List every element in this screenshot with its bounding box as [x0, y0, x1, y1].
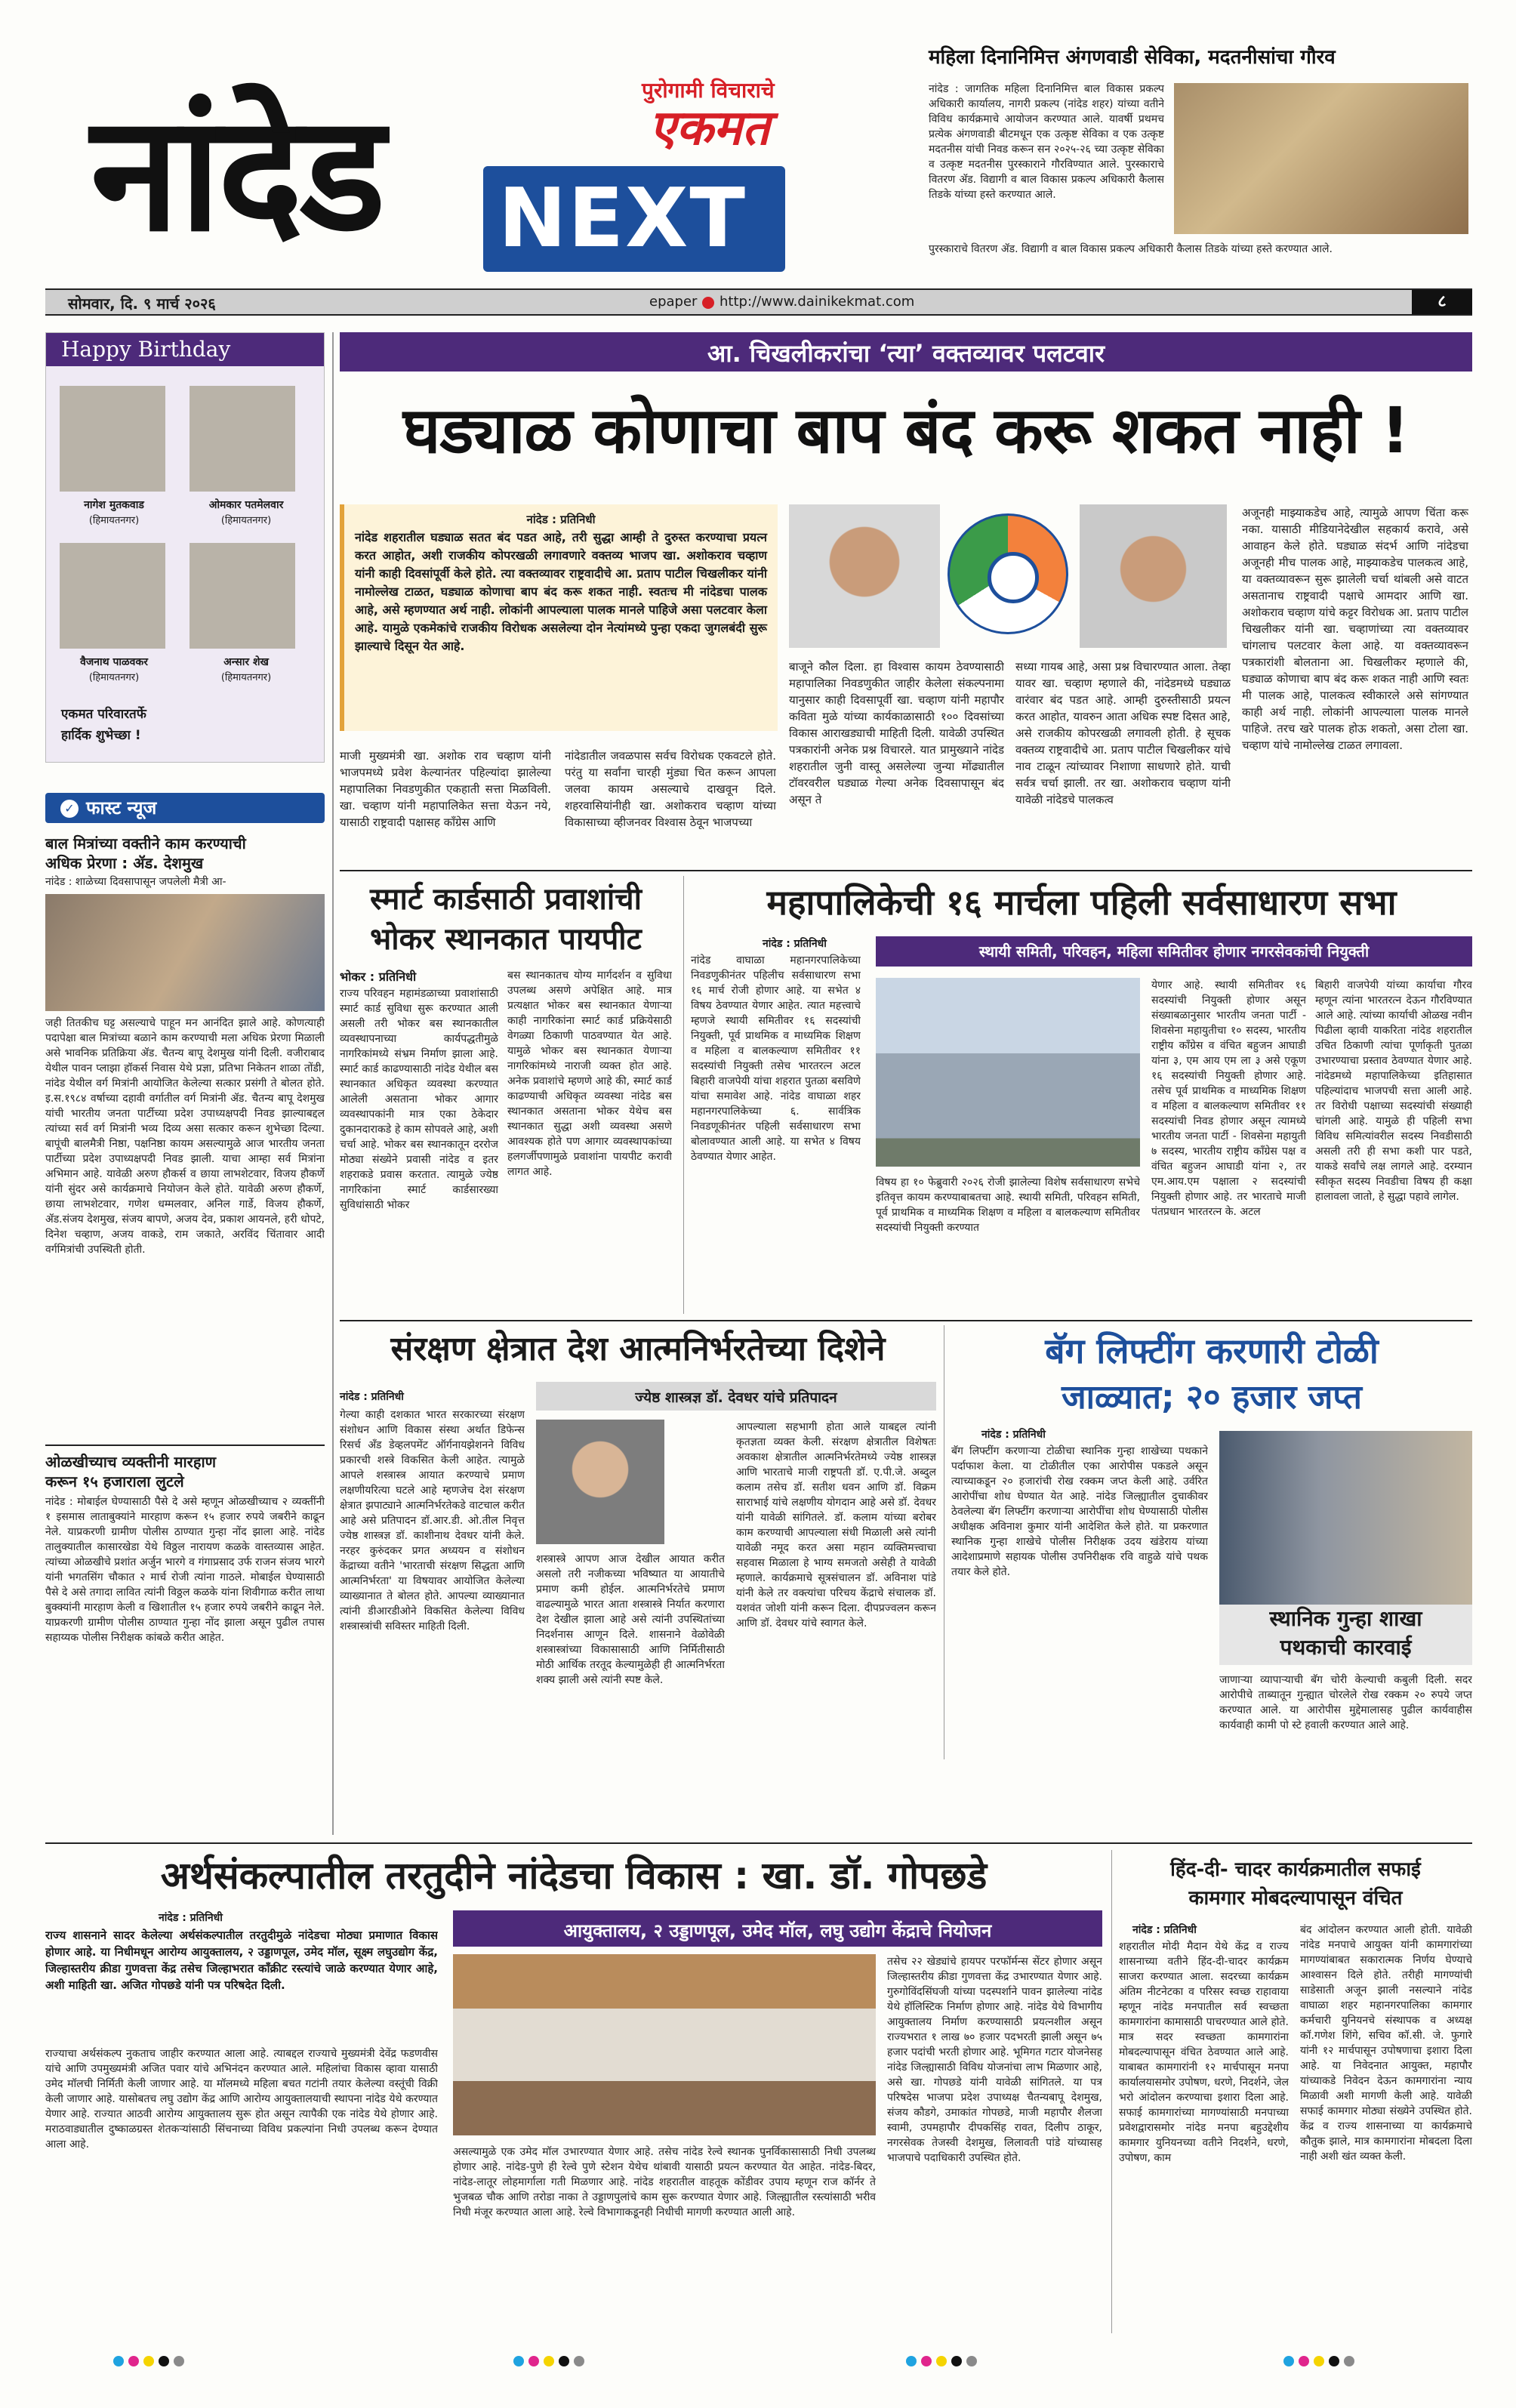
birthday-wish-2: हार्दिक शुभेच्छा ! — [61, 728, 141, 743]
defence-subhead-text: ज्येष्ठ शास्त्रज्ञ डॉ. देवधर यांचे प्रतिपादन — [635, 1389, 837, 1406]
column-divider-4 — [1111, 1850, 1112, 2333]
budget-col-2: असल्यामुळे एक उमेद मॉल उभारण्यात येणार आहे. तसेच नांदेड रेल्वे स्थानक पुनर्विकासासाठी निधी उपलब्ध होणार आहे. नांदेड-पुणे ही रेल्वे पुणे स्टेशन येथेच थांबावी यासाठी प्रयत्न करण्यात येत आहेत. नांदेड-बिदर, नांदेड-लातूर लोहमार्गाला गती मिळणार आहे. नांदेड शहरातील वाहतूक कोंडीवर उपाय म्हणून राज कॉर्नर ते भुजबळ चौक आणि तरोडा नाका ते उड्डाणपुलांचे काम सुरू करण्यात येणार आहे. जिल्ह्यातील रस्त्यांसाठी भरीव निधी मंजूर करण्यात आला आहे. रेल्वे विभागाकडूनही निधीची मागणी करण्यात आली आहे. — [453, 2146, 876, 2218]
fast-news-1-sub: अधिक प्रेरणा : ॲड. देशमुख — [45, 854, 204, 872]
lead-intro: नांदेड शहरातील घड्याळ सतत बंद पडत आहे, तरी सुद्धा आम्ही ते दुरुस्त करण्याचा प्रयत्न करत आहोत, अशी राजकीय कोपरखळी लगावणारे वक्तव्य भाजप खा. अशोकराव चव्हाण यांनी काही दिवसांपूर्वी केले होते. त्या वक्तव्यावर राष्ट्रवादीचे आ. प्रताप पाटील चिखलीकर यांनी नामोल्लेख टाळत, घड्याळ कोणाचा बाप बंद करू शकत नाही. स्वतःच मी नांदेडचा पालक आहे, असे म्हणण्यात अर्थ नाही. लोकांनी आपल्याला पालक मानले पाहिजे असा पलटवार केला आहे. यामुळे एकमेकांचे राजकीय विरोधक असलेल्या दोन नेत्यांमध्ये पुन्हा एकदा जुगलबंदी सुरू झाल्याचे दिसून येत आहे. — [355, 530, 767, 653]
budget-col-1: राज्याचा अर्थसंकल्प नुकताच जाहीर करण्यात आला आहे. त्याबद्दल राज्याचे मुख्यमंत्री देवेंद्र फडणवीस यांचे आणि उपमुख्यमंत्री अजित पवार यांचे अभिनंदन करण्यात आले. महिलांचा विकास व्हावा यासाठी उमेद मॉलची निर्मिती केली जाणार आहे. या मॉलमध्ये महिला बचत गटांनी तयार केलेल्या वस्तूंची विक्री केली जाणार आहे. यासोबतच लघु उद्योग केंद्र आणि आरोग्य आयुक्तालयाची स्थापना नांदेड येथे करण्यात येणार आहे. राज्यात आठवी आरोग्य आयुक्तालय सुरू होत असून त्यापैकी एक नांदेड येथे होणार आहे. मराठवाड्यातील दुष्काळग्रस्त शेतकऱ्यांसाठी सिंचनाच्या विविध प्रकल्पांना निधी उपलब्ध करून देण्यात आला आहे. — [45, 2048, 438, 2151]
devdhar-photo — [536, 1420, 664, 1544]
registration-marks-left — [113, 2356, 184, 2366]
birthday-title: Happy Birthday — [46, 333, 324, 366]
mahapalika-col-4: बिहारी वाजपेयी यांच्या कार्याचा गौरव म्हणून त्यांना भारतरत्न देऊन गौरविण्यात आले आहे. त्यांच्या कार्याची ओळख नवीन पिढीला व्हावी याकरिता नांदेड शहरातील उचित ठिकाणी त्यांचा पूर्णाकृती पुतळा उभारण्याचा प्रस्ताव ठेवण्यात येणार आहे. नांदेडमध्ये महापालिकेच्या इतिहासात पहिल्यांदाच भाजपची सत्ता आली आहे. तर विरोधी पक्षाच्या सदस्यांची संख्याही चांगली आहे. यामुळे ही पहिली सभा विविध समित्यांवरील सदस्य निवडीसाठी असली तरी ही सभा कशी पार पडते, याकडे सर्वांचे लक्ष लागले आहे. दरम्यान स्वीकृत सदस्य निवडीचा विषय ही कक्षा हालावला जातो, हे सुद्धा पहावे लागेल. — [1315, 979, 1472, 1203]
lead-kicker-text: आ. चिखलीकरांचा ‘त्या’ वक्तव्यावर पलटवार — [707, 339, 1105, 368]
lead-headline: घड्याळ कोणाचा बाप बंद करू शकत नाही ! — [402, 393, 1410, 467]
birthday-name-1: नागेश मुतकवाड — [84, 499, 144, 511]
birthday-box — [45, 332, 325, 763]
chikhalikar-photo — [789, 504, 940, 648]
birthday-place-4: (हिमायतनगर) — [220, 672, 272, 683]
defence-subhead — [536, 1382, 936, 1411]
fast-news-section — [45, 793, 325, 1835]
bag-photo-caption-2: पथकाची कारवाई — [1280, 1635, 1412, 1660]
birthday-photo-1 — [60, 386, 165, 492]
birthday-place-1: (हिमायतनगर) — [88, 515, 140, 526]
lead-col-4: सध्या गायब आहे, असा प्रश्न विचारण्यात आला. तेव्हा यावर खा. चव्हाण म्हणाले की, नांदेडमध्ये घड्याळ वारंवार बंद पडत आहे. आम्ही दुरुस्तीसाठी प्रयत्न करत आहोत, यावरुन आता अधिक स्पष्ट दिसत आहे, असे राजकीय कोपरखळी लगावली होती. हे सूचक वक्तव्य राष्ट्रवादीचे आ. प्रताप पाटील चिखलीकर यांचे नाव टाळून त्यांच्यावर निशाणा साधणारे होते. याची सर्वत्र चर्चा झाली. तर खा. अशोकराव चव्हाण यांनी यावेळी नांदेडचे पालकत्व — [1015, 660, 1231, 806]
clock-icon — [988, 552, 1039, 603]
budget-subhead — [453, 1910, 1102, 1947]
section-rule-1 — [340, 870, 1472, 871]
masthead-tagline: पुरोगामी विचाराचे — [642, 78, 775, 103]
lead-byline: नांदेड : प्रतिनिधी — [526, 513, 596, 526]
date-bar — [45, 288, 1472, 316]
birthday-photo-2 — [190, 386, 295, 492]
budget-intro: राज्य शासनाने सादर केलेल्या अर्थसंकल्पातील तरतुदीमुळे नांदेडचा मोठ्या प्रमाणात विकास होणार आहे. या निधीमधून आरोग्य आयुक्तालय, २ उड्डाणपूल, उमेद मॉल, सूक्ष्म लघुउद्योग केंद्र, जिल्हास्तरीय क्रीडा गुणवत्ता केंद्र तसेच जिल्हाभरात कॉंक्रीट रस्त्यांचे जाळे करण्यात येणार आहे, अशी माहिती खा. अजित गोपछडे यांनी पत्र परिषदेत दिली. — [45, 1929, 438, 1992]
chadar-col-2: बंद आंदोलन करण्यात आली होती. यावेळी नांदेड मनपाचे आयुक्त यांनी कामगारांच्या मागण्यांबाबत सकारात्मक निर्णय घेण्याचे आश्वासन दिले होते. तरीही मागण्यांची साडेसाती अजून झाली नसल्याने नांदेड वाघाळा शहर महानगरपालिका कामगार कर्मचारी युनियनचे संस्थापक व अध्यक्ष कॉ.गणेश शिंगे, सचिव कॉ.सी. जे. फुगारे यांनी १२ मार्चपासून उपोषणाचा इशारा दिला आहे. या निवेदनात आयुक्त, महापौर यांच्याकडे निवेदन देऊन कामगारांना न्याय मिळावी अशी मागणी केली आहे. यावेळी सफाई कामगार मोठ्या संख्येने उपस्थित होते. केंद्र व राज्य शासनाच्या या कार्यक्रमाचे कौतुक झाले, मात्र कामगारांना मोबदला दिला नाही अशी खंत व्यक्त केली. — [1300, 1924, 1472, 2163]
chadar-headline-1: हिंद-दी- चादर कार्यक्रमातील सफाई — [1170, 1858, 1421, 1881]
fast-news-label: फास्ट न्यूज — [86, 797, 157, 819]
mahapalika-building-photo — [876, 978, 1140, 1167]
lead-col-3: बाजूने कौल दिला. हा विश्वास कायम ठेवण्यासाठी महापालिका निवडणुकीत जाहीर केलेला संकल्पनामा यानुसार काही दिवसापूर्वी खा. चव्हाण यांनी महापौर कविता मुळे यांच्या कार्यकाळासाठी १०० दिवसांच्या विकास आराखड्याची माहिती दिली. यावेळी उपस्थित पत्रकारांनी अनेक प्रश्न विचारले. यात प्रामुख्याने नांदेड शहरातील जुनी वास्तू असलेल्या जुन्या मोंढ्यातील टॉवरवरील घड्याळ गेल्या अनेक दिवसापासून बंद असून ते — [789, 660, 1004, 806]
bag-body-1: बॅग लिफ्टींग करणाऱ्या टोळीचा स्थानिक गुन्हा शाखेच्या पथकाने पर्दाफाश केला. या टोळीतील एका आरोपीस पकडले असून त्याच्याकडून २० हजारांची रोख रक्कम जप्त केली आहे. उर्वरित आरोपींचा शोध घेण्यात येत आहे. नांदेड जिल्ह्यातील दुचाकीवर ठेवलेल्या बॅग लिफ्टींग करणाऱ्या आरोपींचा शोध घेण्यासाठी पोलीस अधीक्षक अविनाश कुमार यांनी आदेशित केले होते. या प्रकरणात स्थानिक गुन्हा शाखेचे पोलीस निरीक्षक उदय खंडेराय यांच्या आदेशाप्रमाणे सहायक पोलीस उपनिरीक्षक रवि वाहुळे यांचे पथक तयार केले होते. — [951, 1445, 1208, 1578]
smart-card-col-1: राज्य परिवहन महामंडळाच्या प्रवाशांसाठी स्मार्ट कार्ड सुविधा सुरू करण्यात आली असली तरी भोकर बस स्थानकातील व्यवस्थापनाच्या कार्यपद्धतीमुळे नागरिकांमध्ये संभ्रम निर्माण झाला आहे. स्मार्ट कार्ड काढण्यासाठी नांदेड येथील बस स्थानकात अधिकृत व्यवस्था करण्यात आलेली असताना भोकर आगार व्यवस्थापकांनी मात्र एका ठेकेदार दुकानदाराकडे हे काम सोपवले आहे, अशी चर्चा आहे. भोकर बस स्थानकातून दररोज मोठ्या संख्येने प्रवासी नांदेड व इतर शहराकडे प्रवास करतात. त्यामुळे ज्येष्ठ नागरिकांना स्मार्ट कार्डसारख्या सुविधांसाठी भोकर — [340, 988, 498, 1211]
fast-news-1-photo — [45, 894, 325, 1011]
epaper-url[interactable]: http://www.dainikekmat.com — [719, 294, 915, 310]
mahapalika-subhead-text: स्थायी समिती, परिवहन, महिला समितीवर होणार नगरसेवकांची नियुक्ती — [978, 942, 1370, 960]
lead-col-1: माजी मुख्यमंत्री खा. अशोक राव चव्हाण यांनी भाजपमध्ये प्रवेश केल्यानंतर पहिल्यांदा झालेल्या महापालिका निवडणुकीत एकहाती सत्ता मिळविली. खा. चव्हाण यांनी महापालिकेत सत्ता येऊन नये, यासाठी राष्ट्रवादी पक्षासह काँग्रेस आणि — [340, 749, 551, 829]
birthday-name-2: ओमकार पतमेलवार — [208, 499, 284, 511]
bag-byline: नांदेड : प्रतिनिधी — [981, 1429, 1046, 1441]
registration-marks-center-left — [513, 2356, 584, 2366]
birthday-photo-4 — [190, 543, 295, 649]
defence-col-2: शस्त्रास्त्रे आपण आज देखील आयात करीत असलो तरी नजीकच्या भविष्यात या आयातीचे प्रमाण कमी होईल. आत्मनिर्भरतेचे प्रमाण वाढल्यामुळे भारत आता शस्त्रास्त्रे निर्यात करणारा देश देखील झाला आहे असे त्यांनी उपस्थितांच्या निदर्शनास आणून दिले. शासनाने वेळोवेळी शस्त्रास्त्रांच्या विकासासाठी आणि निर्मितीसाठी मोठी आर्थिक तरतूद केल्यामुळेही ही आत्मनिर्भरता शक्य झाली असे त्यांनी स्पष्ट केले. — [536, 1553, 725, 1686]
budget-subhead-text: आयुक्तालय, २ उड्डाणपूल, उमेद मॉल, लघु उद्योग केंद्राचे नियोजन — [563, 1920, 992, 1941]
smart-card-headline-2: भोकर स्थानकात पायपीट — [370, 922, 642, 957]
anganwadi-group-photo — [1174, 83, 1468, 234]
section-rule-2 — [340, 1320, 1472, 1321]
birthday-wish-1: एकमत परिवारतर्फे — [61, 707, 146, 722]
chadar-byline: नांदेड : प्रतिनिधी — [1132, 1924, 1197, 1936]
birthday-place-3: (हिमायतनगर) — [88, 672, 140, 683]
birthday-photo-3 — [60, 543, 165, 649]
masthead-title: नांदेड — [91, 80, 383, 267]
fast-news-banner — [45, 793, 325, 823]
lead-col-2: नांदेडातील जवळपास सर्वच विरोधक एकवटले होते. परंतु या सर्वांना चारही मुंड्या चित करून आपला जलवा कायम असल्याचे दाखवून दिले. शहरवासियांनीही खा. अशोकराव चव्हाण यांच्या विकासाच्या व्हीजनवर विश्वास ठेवून भाजपच्या — [565, 749, 776, 829]
top-right-body: नांदेड : जागतिक महिला दिनानिमित्त बाल विकास प्रकल्प अधिकारी कार्यालय, नागरी प्रकल्प (नांदेड शहर) यांच्या वतीने विविध कार्यक्रमाचे आयोजन करण्यात आले. यावर्षी प्रथमच प्रत्येक अंगणवाडी बीटमधून एक उत्कृष्ट सेविका व एक उत्कृष्ट मदतनीस यांची निवड करून सन २०२५-२६ च्या उत्कृष्ट सेविका व उत्कृष्ट मदतनीस पुरस्काराने गौरविण्यात आले. पुरस्काराचे वितरण ॲड. विद्यागी व बाल विकास प्रकल्प अधिकारी कैलास तिडके यांच्या हस्ते करण्यात आले. — [929, 83, 1164, 201]
page-number: ८ — [1412, 290, 1472, 314]
bag-photo-caption-1: स्थानिक गुन्हा शाखा — [1269, 1606, 1422, 1631]
mahapalika-col-1: नांदेड वाघाळा महानगरपालिकेच्या निवडणुकीनंतर पहिलीच सर्वसाधारण सभा १६ मार्च रोजी होणार आहे. या सभेत ४ विषय ठेवण्यात येणार आहेत. त्यात महत्त्वाचे म्हणजे स्थायी समितीवर १६ सदस्यांची नियुक्ती, पूर्व प्राथमिक व माध्यमिक शिक्षण व महिला व बालकल्याण समितीवर ११ सदस्यांची नियुक्ती तसेच भारतरत्न अटल बिहारी वाजपेयी यांचा शहरात पुतळा बसविणे यांचा समावेश आहे. नांदेड वाघाळा शहर महानगरपालिकेच्या ६. सार्वत्रिक निवडणूकीनंतर पहिली सर्वसाधारण सभा बोलावण्यात आली आहे. या सभेत ४ विषय ठेवण्यात येणार आहेत. — [691, 954, 861, 1163]
issue-date: सोमवार, दि. ९ मार्च २०२६ — [68, 294, 216, 313]
lead-intro-box — [340, 504, 778, 731]
fast-news-1-lead: नांदेड : शाळेच्या दिवसापासून जपलेली मैत्री आ- — [45, 876, 226, 888]
masthead-next-logo — [483, 166, 785, 272]
chadar-headline-2: कामगार मोबदल्यापासून वंचित — [1188, 1887, 1403, 1910]
birthday-place-2: (हिमायतनगर) — [220, 515, 272, 526]
masthead-next-text: NEXT — [498, 171, 747, 266]
top-right-body-cont: पुरस्काराचे वितरण ॲड. विद्यागी व बाल विकास प्रकल्प अधिकारी कैलास तिडके यांच्या हस्ते करण्यात आले. — [929, 243, 1333, 255]
fast-news-2-body: नांदेड : मोबाईल घेण्यासाठी पैसे दे असे म्हणून ओळखीच्याच २ व्यक्तींनी १ इसमास लाताबुक्यांने मारहाण करून १५ हजार रुपये जबरीने काढून नेले. याप्रकरणी ग्रामीण पोलीस ठाण्यात गुन्हा नोंद झाला आहे. नांदेड तालुक्यातील कासारखेडा येथे विठ्ठल नारायण कळके वास्तव्यास आहेत. त्यांच्या ओळखीचे प्रशांत अर्जुन भारगे व गंगाप्रसाद उर्फ राजन संजय भारगे यांनी भगतसिंग चौकात २ मार्च रोजी त्यांना गाठले. मोबाईल घेण्यासाठी पैसे दे असे तगादा लावित त्यांनी विठ्ठल कळके यांना शिवीगाळ करीत लाथा बुक्क्यांनी मारहाण केली व खिशातील १५ हजार रुपये जबरीने काढून नेले. याप्रकरणी ग्रामीण पोलीस ठाण्यात गुन्हा नोंद झाला असून पुढील तपास सहाय्यक पोलीस निरीक्षक कांबळे करीत आहेत. — [45, 1496, 325, 1644]
budget-press-photo — [453, 1954, 876, 2135]
defence-headline: संरक्षण क्षेत्रात देश आत्मनिर्भरतेच्या दिशेने — [390, 1330, 886, 1368]
fast-news-2-sub: करून १५ हजाराला लुटले — [45, 1472, 184, 1491]
mahapalika-col-3: येणार आहे. स्थायी समितीवर १६ सदस्यांची नियुक्ती होणार असून संख्याबळानुसार भारतीय जनता पार्टी - शिवसेना महायुतीचा १० सदस्य, भारतीय राष्ट्रीय काँग्रेस व वंचित बहुजन आघाडी यांना ३, एम आय एम ला ३ असे एकूण १६ सदस्यांची नियुक्ती होणार आहे. तसेच पूर्व प्राथमिक व माध्यमिक शिक्षण व महिला व बालकल्याण समितीवर ११ सदस्यांची निवड होणार असून त्यामध्ये भारतीय जनता पार्टी - शिवसेना महायुती ७ सदस्य, भारतीय राष्ट्रीय काँग्रेस पक्ष व वंचित बहुजन आघाडी यांना २, तर एम.आय.एम पक्षाला २ सदस्यांची नियुक्ती होणार आहे. तर भारताचे माजी पंतप्रधान भारतरत्न के. अटल — [1151, 979, 1306, 1218]
mahapalika-byline: नांदेड : प्रतिनिधी — [763, 938, 827, 950]
smart-card-byline: भोकर : प्रतिनिधी — [340, 970, 417, 984]
defence-col-3: आपल्याला सहभागी होता आले याबद्दल त्यांनी कृतज्ञता व्यक्त केली. संरक्षण क्षेत्रातील विशेषतः अवकाश क्षेत्रातील आत्मनिर्भरतेमध्ये ज्येष्ठ शास्त्रज्ञ आणि भारताचे माजी राष्ट्रपती डॉ. ए.पी.जे. अब्दुल कलाम तसेच डॉ. सतीश धवन आणि डॉ. विक्रम साराभाई यांचे लक्षणीय योगदान आहे असे डॉ. देवधर यांनी यावेळी सांगितले. डॉ. कलाम यांच्या बरोबर काम करण्याची आपल्याला संधी मिळाली असे त्यांनी यावेळी नमूद करत असा महान व्यक्तिमत्त्वाचा सहवास मिळाला हे भाग्य समजतो असेही ते यावेळी म्हणाले. कार्यक्रमाचे सूत्रसंचालन डॉ. अविनाश पांडे यांनी केले तर वक्त्यांचा परिचय केंद्राचे संचालक डॉ. यशवंत जोशी यांनी करून दिला. दीपप्रज्वलन करून आणि डॉ. देवधर यांचे स्वागत केले. — [736, 1421, 936, 1629]
bag-headline-1: बॅग लिफ्टींग करणारी टोळी — [1045, 1330, 1379, 1371]
fast-news-1-headline: बाल मित्रांच्या वक्तीने काम करण्याची — [45, 834, 246, 853]
bag-body-2: जाणाऱ्या व्यापाऱ्याची बॅग चोरी केल्याची कबुली दिली. सदर आरोपीचे ताब्यातून गुन्ह्यात चोरलेले रोख रक्कम २० रुपये जप्त करण्यात आले. या आरोपीस मुद्देमालासह पुढील कार्यवाहीस कार्यवाही कामी पो स्टे हवाली करण्यात आले आहे. — [1219, 1674, 1472, 1731]
fast-news-1-body: जही तितकीच घट्ट असल्याचे पाहून मन आनंदित झाले आहे. कोणत्याही पदापेक्षा बाल मित्रांच्या बळाने काम करण्याची मला अधिक प्रेरणा मिळाली असे भावनिक प्रतिक्रिया ॲड. चैतन्य बापू देशमुख यांनी दिली. वजीराबाद येथील पावन प्लाझा हॉकर्स निवास येथे प्रज्ञा, प्रतिभा निकेतन शाळा तोंडी, नांदेड येथील वर्ग मित्रांनी आयोजित केलेल्या सत्कार प्रसंगी ते बोलत होते. इ.स.१९८४ वर्षाच्या दहावी वर्गातील वर्ग मित्रांनी ॲड. चैतन्य बापू देशमुख यांची भारतीय जनता पार्टीच्या प्रदेश उपाध्यक्षपदी निवड झाल्याबद्दल त्यांच्या सर्व वर्ग मित्रांनी भव्य दिव्य असा सत्कार करून शुभेच्छा दिल्या. बापूंची बालमैत्री निष्ठा, पक्षनिष्ठा कायम असल्यामुळे आज भारतीय जनता पार्टीच्या प्रदेश उपाध्यक्षपदी निवड झाली. याचा आम्हा सर्व मित्रांना अभिमान आहे. यावेळी अरुण हौकर्स व छाया लाभशेटवार, विजय हौकर्णे यांनी सुंदर असे कार्यक्रमाचे नियोजन केले होते. यावेळी अरुण हौकर्णे, छाया लाभशेटवार, गणेश धम्मलवार, अनिल गार्डे, विजय हौकर्णे, ॲड.संजय देशमुख, संजय बापणे, अजय देव, प्रकाश आयनले, हरी धोपटे, दिनेश चव्हाण, अजय वाकडे, राम जकाते, अरविंद चिंतावार आदी वर्गमित्रांची उपस्थिती होती. — [45, 1017, 325, 1256]
smart-card-headline-1: स्मार्ट कार्डसाठी प्रवाशांची — [369, 882, 642, 917]
masthead-paper-logo: एकमत — [649, 100, 770, 156]
lead-col-5: अजूनही माझ्याकडेच आहे, त्यामुळे आपण चिंता करू नका. यासाठी मीडियानेदेखील सहकार्य करावे, असे आवाहन केले होते. घड्याळ संदर्भ आणि नांदेडचा अजूनही मीच पालक आहे, माझ्याकडेच पालकत्व आहे, या वक्तव्यावरून सुरू झालेली चर्चा थांबली असे वाटत असतानाच राष्ट्रवादी पक्षाचे आमदार आणि खा. अशोकराव चव्हाण यांचे कट्टर विरोधक आ. प्रताप पाटील चिखलीकर यांनी खा. चव्हाणांच्या त्या वक्तव्यावर चांगलाच पलटवार केला आहे. या वक्तव्यावरून पत्रकारांशी बोलताना आ. चिखलीकर म्हणाले की, घड्याळ कोणाचा बाप बंद करू शकत नाही आणि स्वतः मी पालक आहे, पालकत्व स्वीकारले असे सांगण्यात काही अर्थ नाही. लोकांनी आपल्याला पालक मानले पाहिजे. तरच खरे पालक होऊ शकतो, असा टोला खा. चव्हाण यांचे नामोल्लेख टाळत लगावला. — [1242, 506, 1468, 752]
fast-news-2-headline: ओळखीच्याच व्यक्तीनी मारहाण — [45, 1453, 217, 1471]
bag-headline-2: जाळ्यात; २० हजार जप्त — [1062, 1378, 1362, 1417]
epaper-icon — [702, 297, 714, 309]
defence-byline: नांदेड : प्रतिनिधी — [340, 1391, 404, 1403]
defence-col-1: गेल्या काही दशकात भारत सरकारच्या संरक्षण संशोधन आणि विकास संस्था अर्थात डिफेन्स रिसर्च ॲंड डेव्हलपमेंट ऑर्गनायझेशनने विविध प्रकारची शस्त्रे विकसित केली आहेत. त्यामुळे आपले शस्त्रास्त्र आयात करण्याचे प्रमाण लक्षणीयरित्या घटले आहे म्हणजेच देश संरक्षण क्षेत्रात झपाट्याने आत्मनिर्भरतेकडे वाटचाल करीत आहे असे प्रतिपादन डॉ.आर.डी. ओ.तील निवृत्त ज्येष्ठ शास्त्रज्ञ डॉ. काशीनाथ देवधर यांनी केले. नरहर कुरुंदकर प्रगत अध्ययन व संशोधन केंद्राच्या वतीने 'भारताची संरक्षण सिद्धता आणि आत्मनिर्भरता' या विषयावर आयोजित केलेल्या व्याख्यानात ते बोलत होते. आपल्या व्याख्यानात त्यांनी डीआरडीओने विकसित केलेल्या विविध शस्त्रास्त्रांची सविस्तर माहिती दिली. — [340, 1409, 525, 1633]
fast-news-divider — [45, 1444, 325, 1446]
mahapalika-headline: महापालिकेची १६ मार्चला पहिली सर्वसाधारण सभा — [766, 882, 1397, 923]
bag-photo-caption — [1219, 1605, 1472, 1665]
epaper-label: epaper — [649, 294, 698, 310]
ashokrao-photo — [1080, 504, 1227, 648]
section-rule-3 — [45, 1842, 1472, 1844]
budget-col-3: तसेच २२ खेड्यांचे हायपर परफॉर्मन्स सेंटर होणार असून जिल्हास्तरीय क्रीडा गुणवत्ता केंद्र उभारण्यात येणार आहे. गुरुगोविंदसिंघजी यांच्या पदस्पर्शाने पावन झालेल्या नांदेड येथे हॉलिस्टिक निर्माण होणार आहे. नांदेड येथे विभागीय आयुक्तालय निर्माण करण्यासाठी प्रयत्नशील असून राज्यभरात १ लाख ७० हजार पदभरती झाली असून ७५ हजार पदांची भरती होणार आहे. भूमिगत गटार योजनेसह नांदेड जिल्ह्यासाठी विविध योजनांचा लाभ मिळणार आहे, असे खा. गोपछडे यांनी यावेळी सांगितले. या पत्र परिषदेस भाजपा प्रदेश उपाध्यक्ष चैतन्यबापू देशमुख, संजय कौडगे, उमाकांत गोपछडे, माजी महापौर शैलजा स्वामी, उपमहापौर दीपकसिंह रावत, दिलीप ठाकूर, नगरसेवक तेजस्वी देशमुख, लिलावती पांडे यांच्यासह भाजपाचे पदाधिकारी उपस्थित होते. — [887, 1956, 1102, 2164]
birthday-name-4: अन्सार शेख — [223, 656, 269, 668]
ncp-clock-logo — [948, 513, 1068, 634]
birthday-name-3: वैजनाथ पाळवकर — [80, 656, 148, 668]
mahapalika-subhead — [876, 936, 1472, 967]
bag-police-photo — [1219, 1431, 1472, 1605]
budget-byline: नांदेड : प्रतिनिधी — [159, 1912, 223, 1924]
registration-marks-center-right — [906, 2356, 977, 2366]
chadar-col-1: शहरातील मोदी मैदान येथे केंद्र व राज्य शासनाच्या वतीने हिंद-दी-चादर कार्यक्रम साजरा करण्यात आला. सदरच्या कार्यक्रम अंतिम नीटनेटका व परिसर स्वच्छ राहावाया म्हणून नांदेड मनपातील सर्व स्वच्छता कामगारांना कामासाठी पाचरण्यात आले होते. मात्र सदर स्वच्छता कामगारांना मोबदल्यापासून वंचित ठेवण्यात आले आहे. याबाबत कामगारांनी १२ मार्चपासून मनपा कार्यालयासमोर उपोषण, धरणे, निदर्शने, जेल भरो आंदोलन करण्याचा इशारा दिला आहे. सफाई कामगारांच्या मागण्यांसाठी मनपाच्या प्रवेशद्वारासमोर नांदेड मनपा बहुउद्देशीय कामगार युनियनच्या वतीने निदर्शने, धरणे, उपोषण, काम — [1119, 1941, 1289, 2164]
top-right-headline: महिला दिनानिमित्त अंगणवाडी सेविका, मदतनीसांचा गौरव — [929, 46, 1336, 69]
masthead — [45, 30, 929, 287]
registration-marks-right — [1283, 2356, 1354, 2366]
fast-news-icon: ✓ — [60, 800, 79, 818]
smart-card-col-2: बस स्थानकातच योग्य मार्गदर्शन व सुविधा उपलब्ध असणे अपेक्षित आहे. मात्र प्रत्यक्षात भोकर बस स्थानकात येणाऱ्या काही नागरिकांना स्मार्ट कार्ड प्रक्रियेसाठी वेगळ्या ठिकाणी पाठवण्यात येत आहे. यामुळे भोकर बस स्थानकात येणाऱ्या नागरिकांमध्ये नाराजी व्यक्त होत आहे. अनेक प्रवाशांचे म्हणणे आहे की, स्मार्ट कार्ड काढण्याची अधिकृत व्यवस्था नांदेड बस स्थानकात असताना भोकर येथेच बस स्थानकात सुद्धा अशी व्यवस्था असणे आवश्यक होते पण आगार व्यवस्थापकांच्या हलगर्जीपणामुळे प्रवाशांना पायपीट करावी लागत आहे. — [507, 970, 672, 1178]
mahapalika-col-2: विषय हा १० फेब्रुवारी २०२६ रोजी झालेल्या विशेष सर्वसाधारण सभेचे इतिवृत्त कायम करण्याबाबतचा आहे. स्थायी समिती, परिवहन समिती, पूर्व प्राथमिक व माध्यमिक शिक्षण व महिला व बालकल्याण समितीवर सदस्यांची नियुक्ती करण्यात — [876, 1176, 1140, 1234]
lead-kicker — [340, 332, 1472, 372]
column-divider-2 — [683, 876, 684, 1314]
column-divider — [332, 332, 334, 1835]
budget-headline: अर्थसंकल्पातील तरतुदीने नांदेडचा विकास : खा. डॉ. गोपछडे — [160, 1854, 988, 1898]
